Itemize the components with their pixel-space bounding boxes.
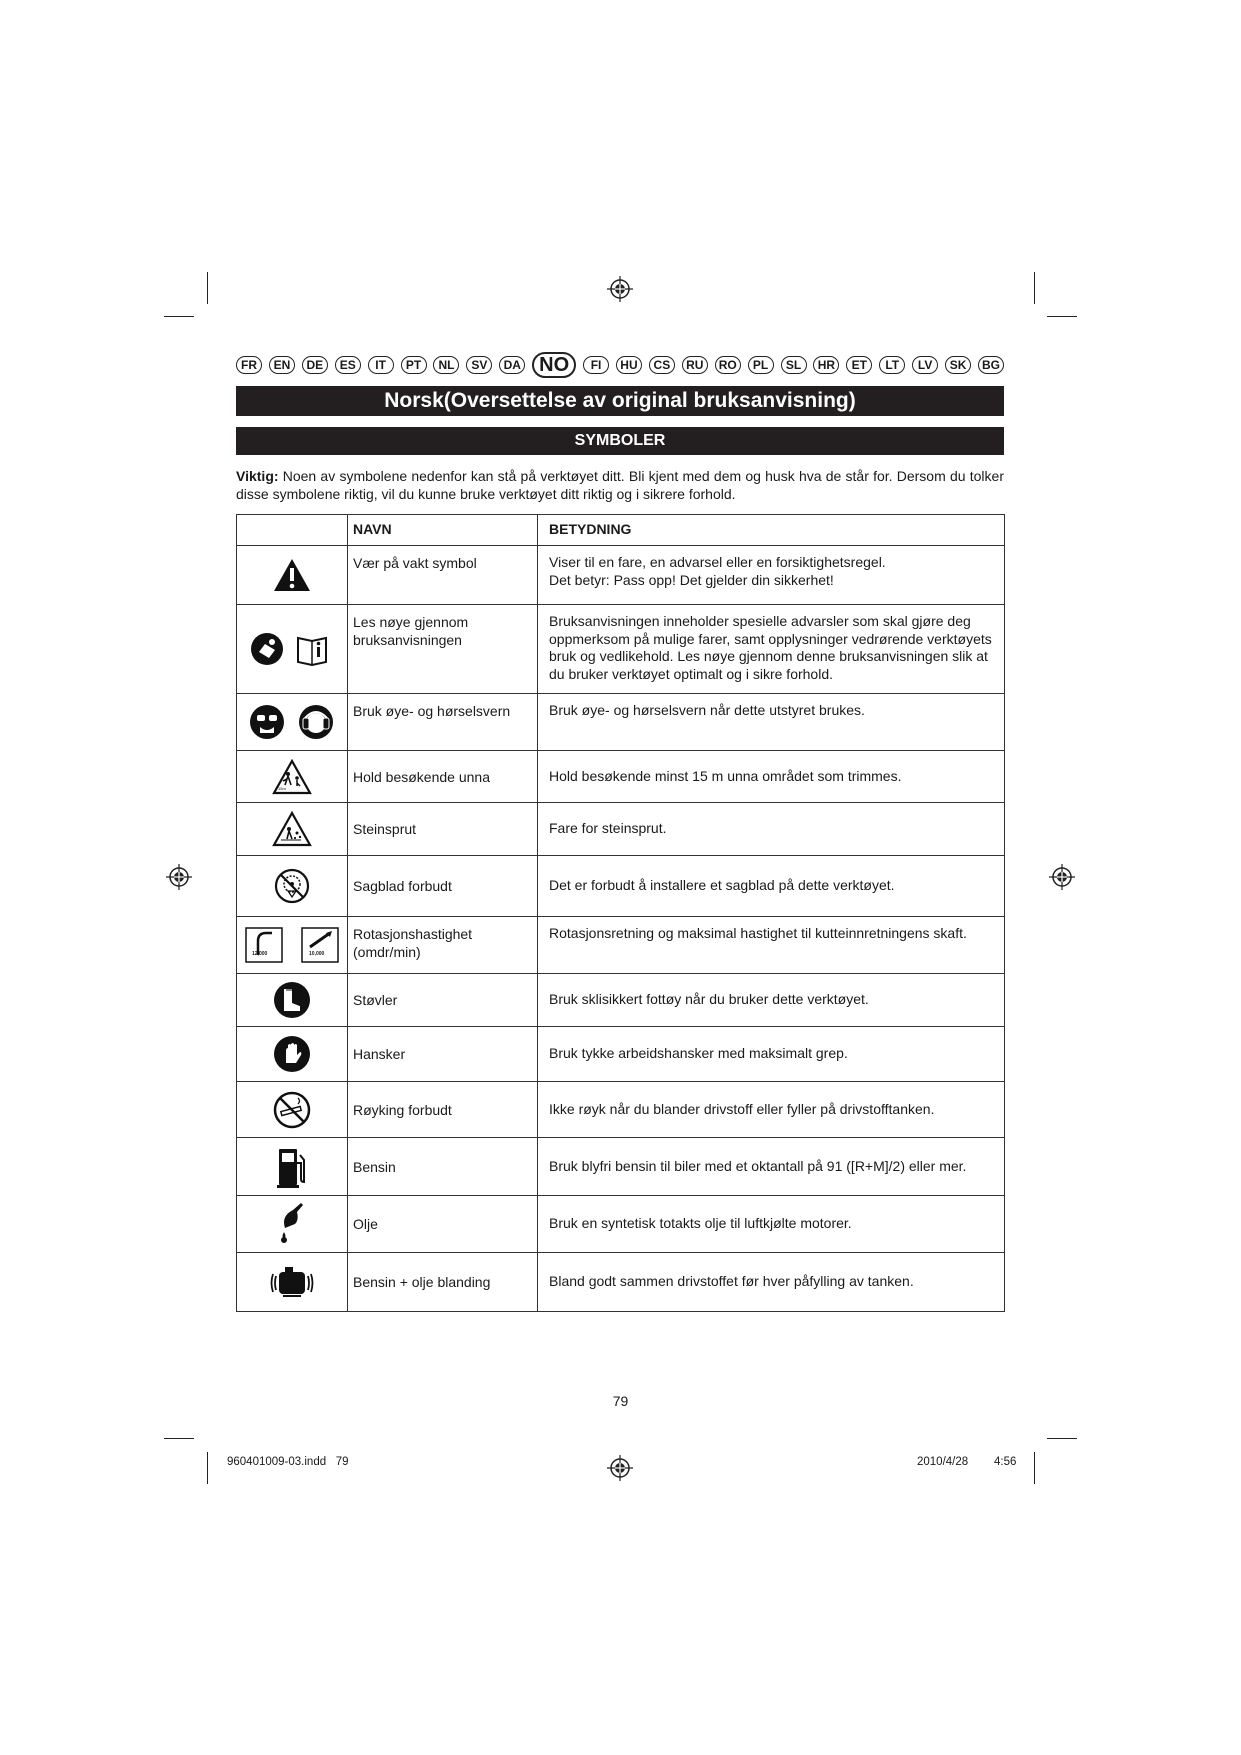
crop-mark (207, 1452, 208, 1484)
symbol-meaning: Bruk blyfri bensin til biler med et oktantall på 91 ([R+M]/2) eller mer. (538, 1138, 1005, 1196)
intro-paragraph (236, 467, 1004, 503)
page-number: 79 (612, 1393, 629, 1409)
header-icon-cell (237, 515, 348, 546)
table-row (237, 803, 1005, 856)
footer-time: 4:56 (994, 1456, 1017, 1468)
table-row (237, 1196, 1005, 1253)
speed-label-2: 10,000 (309, 951, 325, 957)
symbol-meaning: Hold besøkende minst 15 m unna området som trimmes. (538, 751, 1005, 803)
crop-mark (164, 1438, 194, 1439)
keep-bystanders-away-icon (272, 759, 312, 795)
icon-cell (237, 694, 348, 751)
crop-mark (1034, 272, 1035, 304)
table-row (237, 974, 1005, 1027)
table-row (237, 605, 1005, 694)
warning-triangle-icon (272, 557, 312, 593)
language-tab-de: DE (302, 356, 328, 374)
rotation-speed-icon (244, 925, 340, 965)
icon-cell (237, 1196, 348, 1253)
symbol-name: Hansker (348, 1027, 538, 1082)
language-bar (236, 352, 1004, 378)
symbols-table (236, 514, 1005, 1312)
language-tab-da: DA (499, 356, 525, 374)
language-tab-cs: CS (649, 356, 675, 374)
oil-drop-icon (277, 1200, 307, 1248)
symbol-name: Les nøye gjennom bruksanvisningen (348, 605, 538, 694)
registration-mark-icon (166, 864, 192, 890)
language-tab-nl: NL (433, 356, 459, 374)
language-tab-et: ET (846, 356, 872, 374)
symbol-meaning: Ikke røyk når du blander drivstoff eller fyller på drivstofftanken. (538, 1082, 1005, 1138)
symbol-meaning: Bland godt sammen drivstoffet før hver påfylling av tanken. (538, 1253, 1005, 1312)
crop-mark (1034, 1452, 1035, 1484)
symbol-meaning: Det er forbudt å installere et sagblad på dette verktøyet. (538, 856, 1005, 917)
icon-cell (237, 1082, 348, 1138)
icon-cell (237, 605, 348, 694)
symbol-name: Røyking forbudt (348, 1082, 538, 1138)
symbol-meaning: Bruk tykke arbeidshansker med maksimalt grep. (538, 1027, 1005, 1082)
symbol-meaning: Bruksanvisningen inneholder spesielle advarsler som skal gjøre deg oppmerksom på mulige farer, samt opplysninger vedrørende verktøyets bruk og vedlikehold. Les nøye gjennom denne bruksanvisningen slik at du bruker verktøyet optimalt og i sikre forhold. (538, 605, 1005, 694)
table-header-row (237, 515, 1005, 546)
table-row (237, 546, 1005, 605)
symbol-name: Vær på vakt symbol (348, 546, 538, 605)
language-tab-ro: RO (715, 356, 741, 374)
symbol-meaning: Bruk sklisikkert fottøy når du bruker dette verktøyet. (538, 974, 1005, 1027)
table-row (237, 1253, 1005, 1312)
registration-mark-icon (1049, 864, 1075, 890)
symbol-meaning: Viser til en fare, en advarsel eller en forsiktighetsregel. Det betyr: Pass opp! Det gjelder din sikkerhet! (538, 546, 1005, 605)
fuel-pump-icon (277, 1145, 307, 1189)
symbol-name: Bensin + olje blanding (348, 1253, 538, 1312)
language-tab-es: ES (335, 356, 361, 374)
symbol-name: Hold besøkende unna (348, 751, 538, 803)
header-name: NAVN (348, 515, 538, 546)
symbol-meaning: Bruk en syntetisk totakts olje til luftkjølte motorer. (538, 1196, 1005, 1253)
language-tab-no: NO (532, 352, 576, 378)
language-tab-pl: PL (748, 356, 774, 374)
language-tab-hr: HR (813, 356, 839, 374)
section-title: SYMBOLER (236, 427, 1004, 455)
icon-cell (237, 917, 348, 974)
crop-mark (164, 316, 194, 317)
language-tab-en: EN (269, 356, 295, 374)
symbol-meaning: Rotasjonsretning og maksimal hastighet til kutteinnretningens skaft. (538, 917, 1005, 974)
language-tab-fr: FR (236, 356, 262, 374)
table-row (237, 917, 1005, 974)
icon-cell (237, 1138, 348, 1196)
crop-mark (207, 272, 208, 304)
icon-cell (237, 803, 348, 856)
symbol-meaning: Bruk øye- og hørselsvern når dette utstyret brukes. (538, 694, 1005, 751)
icon-cell (237, 856, 348, 917)
language-tab-hu: HU (616, 356, 642, 374)
footer-file: 960401009-03.indd 79 (227, 1456, 349, 1468)
table-row (237, 751, 1005, 803)
icon-cell (237, 974, 348, 1027)
table-row (237, 856, 1005, 917)
icon-cell (237, 546, 348, 605)
gloves-icon (273, 1035, 311, 1073)
icon-cell (237, 751, 348, 803)
symbol-name: Olje (348, 1196, 538, 1253)
icon-cell (237, 1253, 348, 1312)
flying-debris-icon (272, 811, 312, 847)
footer-date: 2010/4/28 (917, 1456, 969, 1468)
header-meaning: BETYDNING (538, 515, 1005, 546)
table-row (237, 1082, 1005, 1138)
symbol-name: Sagblad forbudt (348, 856, 538, 917)
symbol-name: Bruk øye- og hørselsvern (348, 694, 538, 751)
icon-cell (237, 1027, 348, 1082)
read-manual-icon (250, 632, 334, 666)
boots-icon (273, 981, 311, 1019)
language-tab-ru: RU (682, 356, 708, 374)
crop-mark (1047, 1438, 1077, 1439)
symbol-name: Støvler (348, 974, 538, 1027)
language-tab-lt: LT (879, 356, 905, 374)
table-row (237, 694, 1005, 751)
eye-ear-protection-icon (250, 703, 334, 741)
language-tab-sl: SL (781, 356, 807, 374)
no-smoking-icon (272, 1090, 312, 1130)
symbol-name: Bensin (348, 1138, 538, 1196)
crop-mark (1047, 316, 1077, 317)
intro-bold: Viktig: (236, 468, 279, 484)
table-row (237, 1027, 1005, 1082)
language-tab-bg: BG (978, 356, 1004, 374)
table-row (237, 1138, 1005, 1196)
speed-label-1: 12,000 (252, 951, 268, 957)
symbol-name: Rotasjonshastighet (omdr/min) (348, 917, 538, 974)
language-tab-lv: LV (912, 356, 938, 374)
language-tab-pt: PT (401, 356, 427, 374)
language-tab-sk: SK (945, 356, 971, 374)
intro-text: Noen av symbolene nedenfor kan stå på verktøyet ditt. Bli kjent med dem og husk hva de står for. Dersom du tolker disse symbolene riktig, vil du kunne bruke verktøyet ditt riktig og i sikrere forhold. (236, 468, 1004, 502)
symbol-meaning: Fare for steinsprut. (538, 803, 1005, 856)
no-saw-blade-icon (273, 867, 311, 905)
page-title: Norsk(Oversettelse av original bruksanvisning) (236, 386, 1004, 416)
language-tab-sv: SV (466, 356, 492, 374)
language-tab-it: IT (368, 356, 394, 374)
registration-mark-icon (607, 1455, 633, 1481)
fuel-mix-icon (267, 1262, 317, 1302)
registration-mark-icon (607, 276, 633, 302)
language-tab-fi: FI (583, 356, 609, 374)
svg-text:15m: 15m (278, 785, 286, 791)
symbol-name: Steinsprut (348, 803, 538, 856)
